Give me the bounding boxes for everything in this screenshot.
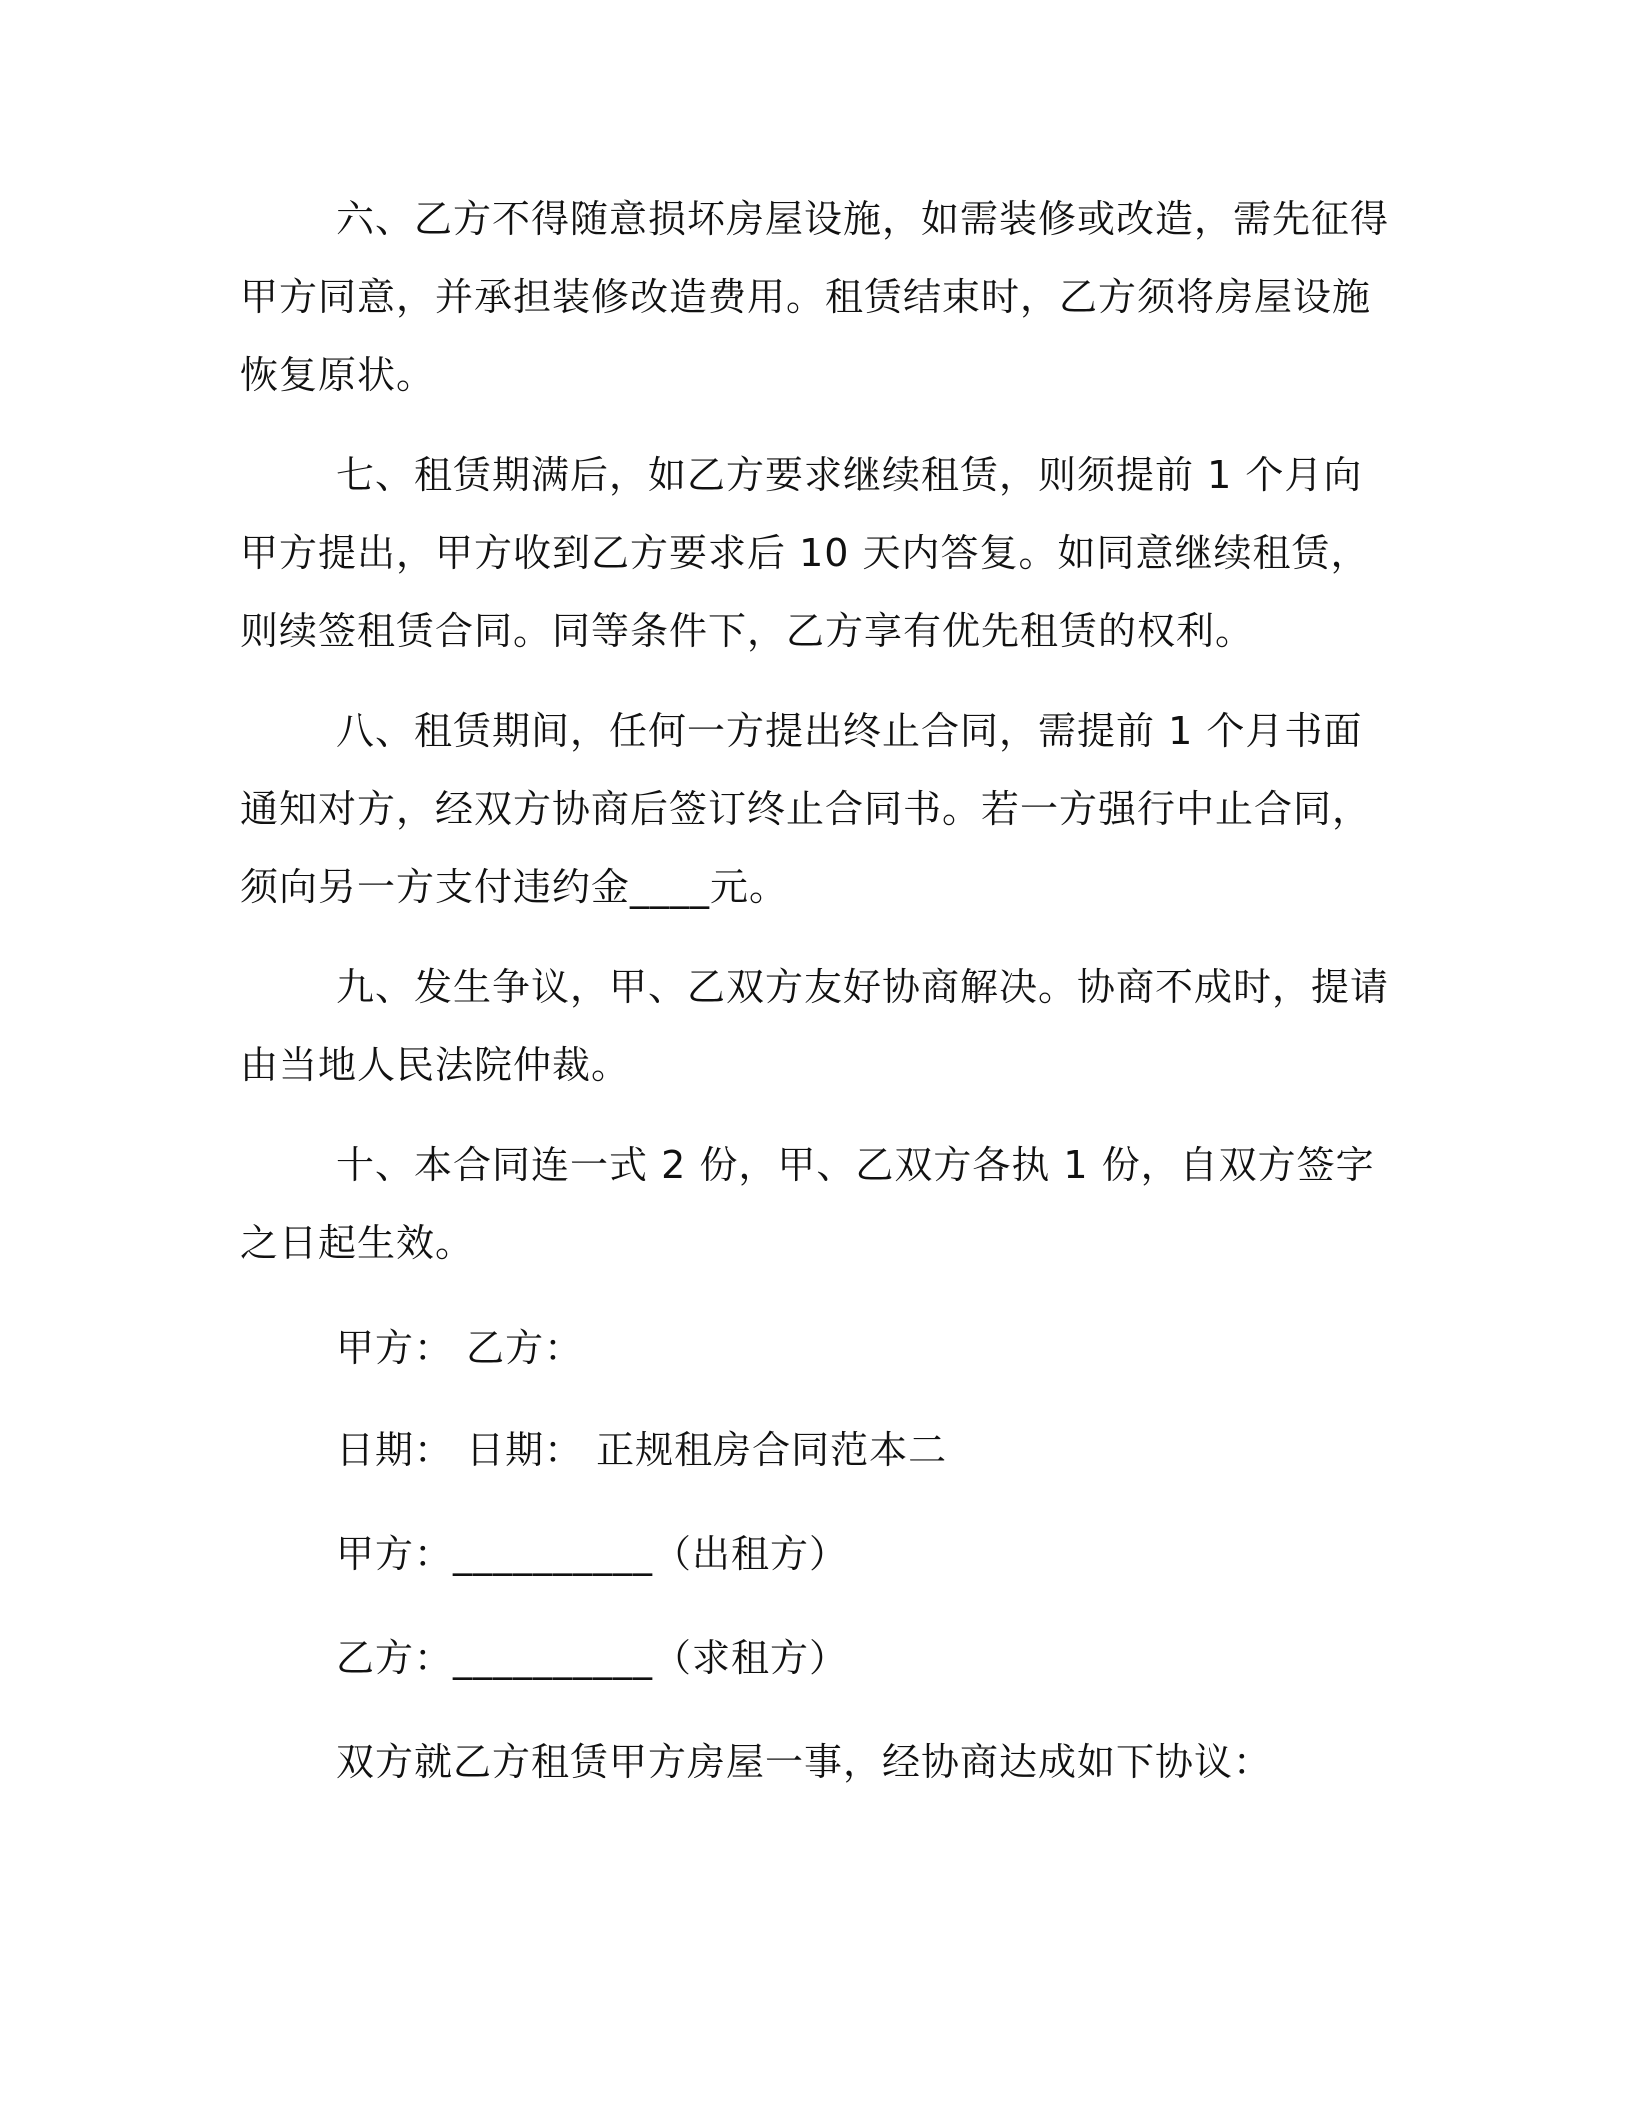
clause-ten: [240, 1126, 1390, 1282]
party-a-line: 甲方：__________（出租方）: [336, 1532, 849, 1576]
clause-six-text: 六、乙方不得随意损坏房屋设施，如需装修或改造，需先征得甲方同意，并承担装修改造费用。租赁结束时，乙方须将房屋设施恢复原状。: [240, 197, 1390, 397]
clause-nine: [240, 948, 1390, 1104]
clause-eight-text: 八、租赁期间，任何一方提出终止合同，需提前 1 个月书面通知对方，经双方协商后签订终止合同书。若一方强行中止合同，须向另一方支付违约金____元。: [240, 709, 1372, 909]
agreement-intro: 双方就乙方租赁甲方房屋一事，经协商达成如下协议：: [336, 1740, 1273, 1784]
clause-seven-text: 七、租赁期满后，如乙方要求继续租赁，则须提前 1 个月向甲方提出，甲方收到乙方要求后 10 天内答复。如同意继续租赁，则续签租赁合同。同等条件下，乙方享有优先租赁的权利。: [240, 453, 1370, 653]
clause-seven: [240, 436, 1390, 670]
clause-six: [240, 180, 1390, 414]
signature-dates: 日期： 日期： 正规租房合同范本二: [336, 1428, 948, 1472]
party-b-line: 乙方：__________（求租方）: [336, 1636, 849, 1680]
clause-nine-text: 九、发生争议，甲、乙双方友好协商解决。协商不成时，提请由当地人民法院仲裁。: [240, 965, 1390, 1087]
signature-parties: 甲方： 乙方：: [336, 1326, 584, 1370]
clause-eight: [240, 692, 1390, 926]
clause-ten-text: 十、本合同连一式 2 份，甲、乙双方各执 1 份，自双方签字之日起生效。: [240, 1143, 1375, 1265]
